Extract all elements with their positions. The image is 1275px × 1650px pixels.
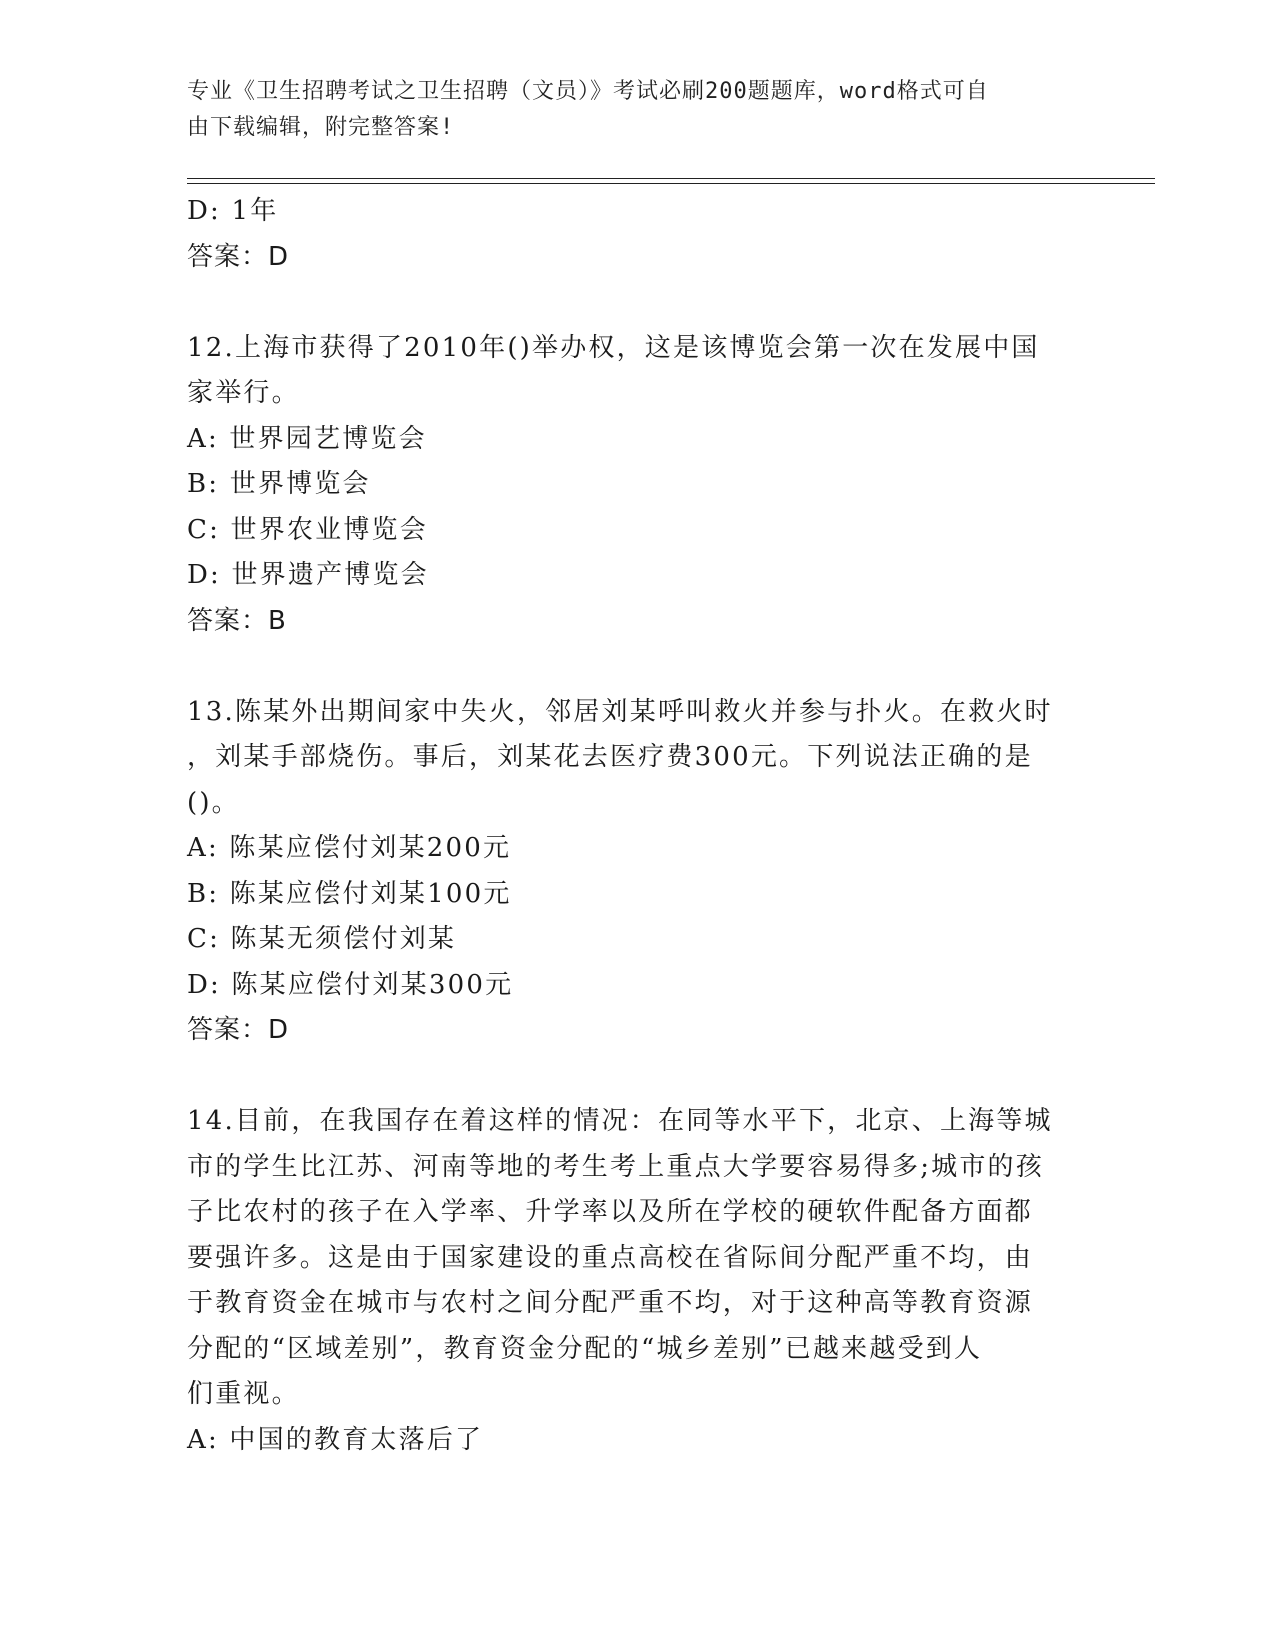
- answer-line: 答案：D: [187, 1015, 290, 1045]
- option-a: A: 陈某应偿付刘某200元: [187, 833, 512, 863]
- answer-line: 答案：D: [187, 241, 290, 272]
- header-rule-bottom: [187, 183, 1155, 184]
- answer-line: 答案：B: [187, 605, 287, 636]
- option-b: B: 陈某应偿付刘某100元: [187, 878, 512, 909]
- question-text-line: 于教育资金在城市与农村之间分配严重不均，对于这种高等教育资源: [187, 1288, 1034, 1318]
- question-text-line: 子比农村的孩子在入学率、升学率以及所在学校的硬软件配备方面都: [187, 1197, 1034, 1227]
- option-c: C: 陈某无须偿付刘某: [187, 924, 457, 954]
- question-text-line: 14.目前，在我国存在着这样的情况：在同等水平下，北京、上海等城: [187, 1106, 1053, 1136]
- option-d: D: 1年: [187, 196, 279, 226]
- question-text-line: 分配的“区域差别”，教育资金分配的“城乡差别”已越来越受到人: [187, 1333, 983, 1364]
- option-b: B: 世界博览会: [187, 469, 371, 499]
- question-13: [187, 690, 1077, 1054]
- header-rule-top: [187, 178, 1155, 179]
- document-body: [187, 189, 1077, 1463]
- option-a: A: 世界园艺博览会: [187, 423, 427, 454]
- question-text-line: 市的学生比江苏、河南等地的考生考上重点大学要容易得多;城市的孩: [187, 1151, 1044, 1182]
- page-header: [187, 74, 1067, 146]
- question-12: [187, 326, 1077, 645]
- question-text-line: ()。: [187, 787, 240, 818]
- question-text-line: ，刘某手部烧伤。事后，刘某花去医疗费300元。下列说法正确的是: [187, 742, 1033, 772]
- option-a: A: 中国的教育太落后了: [187, 1424, 484, 1455]
- question-text-line: 要强许多。这是由于国家建设的重点高校在省际间分配严重不均，由: [187, 1242, 1034, 1273]
- question-14: [187, 1099, 1077, 1463]
- option-c: C: 世界农业博览会: [187, 514, 428, 545]
- spacer: [187, 644, 1077, 690]
- spacer: [187, 1054, 1077, 1100]
- question-text-line: 们重视。: [187, 1379, 300, 1409]
- spacer: [187, 280, 1077, 326]
- question-text-line: 家举行。: [187, 378, 300, 408]
- header-line-2: 由下载编辑，附完整答案!: [187, 115, 455, 140]
- question-text-line: 12.上海市获得了2010年()举办权，这是该博览会第一次在发展中国: [187, 332, 1040, 363]
- question-text-line: 13.陈某外出期间家中失火，邻居刘某呼叫救火并参与扑火。在救火时: [187, 696, 1053, 727]
- header-line-1: 专业《卫生招聘考试之卫生招聘（文员）》考试必刷200题题库，word格式可自: [187, 79, 989, 104]
- option-d: D: 陈某应偿付刘某300元: [187, 969, 514, 1000]
- option-d: D: 世界遗产博览会: [187, 560, 429, 590]
